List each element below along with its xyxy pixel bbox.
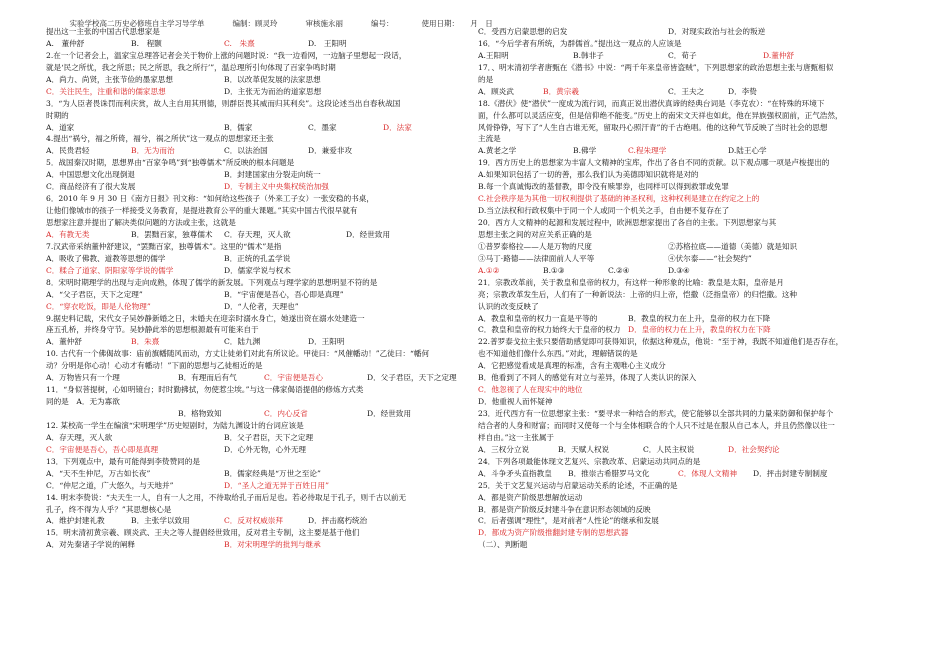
answer-option: B．有理而后有气 (178, 373, 237, 383)
answer-option: B．封建国家由分裂走向统一 (224, 170, 321, 180)
answer-option: B．无为而治 (131, 146, 175, 156)
question-line: 25．关于文艺复兴运动与启蒙运动关系的论述，不正确的是 (478, 480, 678, 490)
question-line: 也不知道他们像什么东西。”对此，理解错误的是 (478, 349, 638, 359)
answer-option: C．王夫之 (668, 86, 705, 96)
answer-option: B．教皇的权力在上升，皇帝的权力在下降 (628, 313, 771, 323)
question-line: 20．西方人文精神的起源和发展过程中，欧洲思想家提出了各自的主张。下列思想家与其 (478, 218, 777, 227)
question-line (46, 38, 466, 50)
question-line: C.社会秩序是为其他一切权利提供了基础的神圣权利，这种权利是建立在约定之上的 (478, 194, 760, 204)
question-line: 17．、明末清初学者唐甄在《潜书》中说：“两千年来皇帝皆盗贼”，下列思想家的政治思想主张与唐甄相似 (478, 62, 834, 72)
answer-option: A．斗争矛头直指教皇 (478, 468, 552, 478)
answer-option: C．关注民生，注重和谐的儒家思想 (46, 86, 166, 96)
header-reviewer: 审核施永丽 (305, 19, 344, 28)
answer-option: D．专制主义中央集权统治加强 (224, 182, 329, 192)
answer-option: C．人民主权说 (643, 444, 695, 454)
right-column (478, 26, 933, 551)
answer-option: A．有教无类 (46, 229, 90, 239)
answer-option: A．吸收了佛教、道教等思想的儒学 (46, 253, 166, 263)
question-line: 时期的 (46, 110, 69, 120)
question-line (46, 253, 466, 265)
answer-option: D．法家 (383, 122, 412, 132)
header-author: 编制：顾灵玲 (232, 19, 278, 28)
answer-option: ①普罗泰格拉——人是万物的尺度 (478, 241, 592, 251)
question-line: （二）、判断题 (478, 540, 528, 550)
answer-option: B．儒家 (224, 122, 253, 132)
question-line: D.当立法权和行政权集中于同一个人或同一个机关之手，自由便不复存在了 (478, 206, 730, 216)
answer-option: C．宇宙便是吾心，吾心即是真理 (46, 444, 159, 454)
answer-option: A. 董仲舒 (46, 38, 85, 48)
answer-option: ④伏尔泰——“社会契约” (668, 253, 752, 263)
answer-option: C．以法治国 (224, 146, 268, 156)
answer-option: D.③④ (668, 265, 690, 275)
answer-option: C．“穿衣吃饭，即是人伦物理” (46, 301, 151, 311)
question-line (478, 145, 933, 157)
question-line: 6．2010 年 9 月 30 日《南方日报》刊文称：“如何给这些孩子（外来工子女）一张安稳的书桌， (46, 194, 374, 204)
question-line: 提出这一主张的中国古代思想家是 (46, 27, 160, 36)
question-line (478, 241, 933, 253)
question-line (478, 468, 933, 480)
answer-option: A.王阳明 (478, 50, 509, 60)
question-line (46, 539, 466, 551)
question-line: B．他看到了不同人的感觉有对立与差异，体现了人类认识的深入 (478, 373, 697, 383)
answer-option: D．经世致用 (367, 409, 412, 418)
answer-option: B.佛学 (573, 146, 597, 156)
question-line: 13．下列观点中，最有可能得到李贽赞同的是 (46, 456, 200, 466)
left-column (46, 26, 466, 551)
question-line: 5．战国秦汉时期，思想界由“百家争鸣”到“独尊儒术”所反映的根本问题是 (46, 158, 295, 168)
question-line (46, 444, 466, 456)
answer-option: C．反对权威崇拜 (224, 516, 283, 526)
question-line (478, 444, 933, 456)
answer-option: A．董仲舒 (46, 337, 82, 347)
answer-option: D．抨击腐朽统治 (308, 516, 368, 526)
answer-option: C．墨家 (308, 122, 337, 132)
answer-option: C. 朱熹 (224, 38, 255, 48)
question-line: 10. 古代有一个佛偈故事：庙前旗幡随风而动，方丈让徒弟们对此有所议论。甲徒曰：“风催幡动！”乙徒曰：“幡何 (46, 349, 430, 359)
answer-option: C.程朱理学 (628, 146, 667, 156)
answer-option: A．“天不生仲尼，万古如长夜” (46, 468, 151, 478)
answer-option: B．罢黜百家，独尊儒术 (131, 229, 213, 239)
question-line: 3．“为人臣者畏诛罚而利庆赏，故人主自用其刑德，则群臣畏其威而归其利矣”。这段论述当出自春秋战国 (46, 98, 401, 108)
question-line (46, 336, 466, 348)
answer-option: A．顾炎武 (478, 86, 514, 96)
answer-option: D.董仲舒 (763, 50, 795, 60)
question-line: 动？分明是你心动！心动才有幡动！”下面的思想与乙徒相近的是 (46, 361, 263, 371)
question-line: 19．西方历史上的思想家为丰富人文精神的宝库，作出了各自不同的贡献。以下观点哪一项是卢梭提出的 (478, 158, 830, 168)
question-line: A．它把感觉看成是真理的标准，含有主观唯心主义成分 (478, 361, 666, 371)
answer-option: C．宇宙便是吾心 (264, 373, 323, 383)
answer-option: B．对宋明理学的批判与继承 (224, 540, 321, 550)
answer-option: B．朱熹 (131, 337, 160, 347)
question-line: D．都成为资产阶级推翻封建专制的思想武器 (478, 528, 629, 538)
question-line: 主流是 (478, 134, 501, 144)
answer-option: ③马丁·路德——法律面前人人平等 (478, 253, 595, 263)
question-line: 面，什么都可以灵活应变，但是信仰绝不能变。”历史上的南宋文天祥也如此，他在异族强权面前，正气浩然， (478, 110, 843, 120)
answer-option: D．儒家学说与权术 (224, 265, 291, 275)
answer-option: D．皇帝的权力在上升，教皇的权力在下降 (628, 325, 771, 335)
question-line (46, 122, 466, 134)
question-line (46, 468, 466, 480)
question-line: 让他们像城市的孩子一样接受义务教育，是提进教育公平的重大课题。”其实中国古代很早就有 (46, 206, 358, 216)
question-line: 思想主张之间的对应关系正确的是 (478, 229, 592, 239)
question-line: 样自由。”这一主张属于 (478, 432, 555, 442)
question-line: 思想家注意并提出了解决类似问题的方法或主张，这就是 (46, 218, 236, 227)
answer-option: D．抨击封建专制制度 (753, 468, 828, 478)
answer-option: D.陆王心学 (728, 146, 767, 156)
question-line: D．他重视人而怀疑神 (478, 397, 553, 407)
answer-option: C.②④ (608, 265, 630, 275)
answer-option: B．推崇古希腊罗马文化 (568, 468, 650, 478)
answer-option: A.①② (478, 265, 500, 275)
answer-option: A．三权分立说 (478, 444, 530, 454)
question-line: 16．“今后学者有所统，为群儒首。”提出这一观点的人应该是 (478, 38, 682, 48)
answer-option: C．内心反省 (264, 409, 308, 418)
question-line (46, 74, 466, 86)
answer-option: A．中国思想文化出现倒退 (46, 170, 136, 180)
answer-option: D．李贽 (728, 86, 757, 96)
question-line: C．他忽视了人在现实中的地位 (478, 385, 583, 395)
answer-option: D．社会契约论 (728, 444, 780, 454)
question-line (46, 229, 466, 241)
answer-option: A.黄老之学 (478, 146, 517, 156)
question-line (46, 265, 466, 277)
answer-option: A．道家 (46, 122, 75, 132)
question-line: 就是‘民之所忧，我之所思；民之所思，我之所行’”，温总理所引句体现了百家争鸣时期 (46, 62, 336, 72)
question-line (478, 324, 933, 336)
answer-option: D．主张无为而治的道家思想 (224, 86, 322, 96)
question-line: 同的是 A．无为寡欲 (46, 397, 120, 407)
answer-option: C．存天理，灭人欲 (224, 229, 291, 239)
answer-option: C．受西方启蒙思想的启发 (478, 27, 568, 36)
question-line: 22.普罗泰戈拉主张只要借助感觉即可获得知识，依据这种观点，他说：“至于神，我既不知道他们是否存在， (478, 337, 844, 347)
question-line (478, 26, 933, 38)
answer-option: D．心外无物，心外无理 (224, 444, 307, 454)
answer-option: B．“宇宙便是吾心，吾心即是真理” (224, 289, 344, 299)
question-line: 结合者的人身和财富；而同时又使每一个与全体相联合的个人只不过是在服从自己本人，并且仍然像以往一 (478, 420, 835, 430)
question-line: 的是 (478, 74, 494, 84)
question-line (46, 86, 466, 98)
answer-option: D．经世致用 (346, 229, 391, 239)
answer-option: C．“仲尼之道，广大悠久，与天地并” (46, 480, 174, 490)
answer-option: C．教皇和皇帝的权力始终大于皇帝的权力 (478, 325, 621, 335)
question-line: 孔子，终不得为人乎？”其思想核心是 (46, 504, 172, 514)
question-line: 23．近代西方有一位思想家主张：“要寻求一种结合的形式，使它能够以全部共同的力量来防御和保护每个 (478, 409, 834, 418)
question-line: 14. 明末李贽说：“夫天生一人，自有一人之用，不待取给孔子而后足也。若必待取足于孔子，则千古以前无 (46, 492, 407, 502)
answer-option: B．父子君臣，天下之定理 (224, 432, 314, 442)
question-line: 亮；宗教改革发生后，人们有了一种新说法：上帝的归上帝，恺撒（泛指皇帝）的归恺撒。这种 (478, 289, 797, 299)
question-line (46, 408, 466, 420)
answer-option: C．体现人文精神 (678, 468, 737, 478)
question-line: 2.在一个记者会上，温家宝总理答记者会关于物价上涨的问题时说：“我一边看网，一边脑子里想起一段话， (46, 50, 407, 60)
question-line (478, 253, 933, 265)
question-line: 4.提出“祸兮，福之所倚，福兮，祸之所伏”这一观点的思想家还主张 (46, 134, 274, 144)
answer-option: B．儒家经典是“万世之至论” (224, 468, 321, 478)
answer-option: A．万物皆只有一个理 (46, 373, 120, 383)
question-line (478, 265, 933, 277)
question-line: A.如果知识包括了一切的善，那么我们认为美德即知识就将是对的 (478, 170, 699, 180)
answer-option: B．黄宗羲 (543, 86, 579, 96)
question-line: A．都是资产阶级思想解放运动 (478, 492, 583, 502)
question-line (46, 515, 466, 527)
question-line: 风骨铮铮，写下了“人生自古谁无死，留取丹心照汗青”的千古绝唱。他的这种气节反映了当时社会的思想 (478, 122, 828, 132)
answer-option: A．存天理，灭人欲 (46, 432, 113, 442)
answer-option: D．“人伦者，天理也” (224, 301, 299, 311)
question-line: 18.《潜伏》使“潜伏”一度成为流行词，而真正说出潜伏真谛的经典台词是（李克农）：“在特殊的环境下 (478, 98, 825, 108)
answer-option: C．糅合了道家、阴阳家等学说的儒学 (46, 265, 174, 275)
question-line: 12. 某校高一学生在编演“宋明理学”历史短剧时，为陆九渊设计的台词应该是 (46, 420, 304, 430)
question-line: 11．“身似菩提树，心如明镜台；时时勤拂拭，勿使惹尘埃。”与这一佛家偈语提倡的修炼方式类 (46, 385, 364, 395)
question-line (46, 169, 466, 181)
answer-option: D．王阳明 (308, 337, 345, 347)
answer-option: B.①③ (543, 265, 565, 275)
answer-option: B．主张学以致用 (131, 516, 190, 526)
answer-option: A．维护封建礼教 (46, 516, 105, 526)
question-line (46, 301, 466, 313)
question-line (46, 289, 466, 301)
answer-option: D．兼爱非攻 (308, 146, 353, 156)
answer-option: A．对先秦诸子学说的阐释 (46, 540, 136, 550)
header-title: 实验学校高二历史必修班自主学习导学单 (69, 19, 205, 28)
question-line (478, 86, 933, 98)
question-line (478, 50, 933, 62)
answer-option: B. 程颢 (131, 38, 162, 48)
question-line: 15．明末清初黄宗羲、顾炎武、王夫之等人提倡经世致用，反对君主专制，这主要是基于他们 (46, 528, 360, 538)
question-line (478, 313, 933, 325)
answer-option: B．以改革促发展的法家思想 (224, 74, 321, 84)
question-line: 24．下列各项最能体现文艺复兴、宗教改革、启蒙运动共同点的是 (478, 456, 701, 466)
answer-option: C．荀子 (668, 50, 697, 60)
answer-option: B．天赋人权说 (558, 444, 610, 454)
header-date: 使用日期： 月 日 (421, 19, 493, 28)
question-line (46, 372, 466, 384)
header-number: 编号： (371, 19, 394, 28)
answer-option: D. 王阳明 (308, 38, 347, 48)
question-line: 9.据史料记载，宋代女子吴妙静新婚之日，未婚夫在迎亲时溺水身亡，她遂出资在溺水处建造一 (46, 313, 365, 323)
question-line (46, 480, 466, 492)
question-line: 8．宋明时期理学的出现与走向成熟，体现了儒学的新发展。下列观点与理学家的思想明显不符的是 (46, 277, 378, 287)
question-line: 座五孔桥，并终身守节。吴妙静此举的思想根源最有可能来自于 (46, 325, 259, 335)
answer-option: ②苏格拉底——道德（美德）就是知识 (668, 241, 798, 251)
question-line: B．都是资产阶级反封建斗争在意识形态领域的反映 (478, 504, 651, 514)
question-line: B.每一个真诚悔改的基督教，即令没有赎罪券，也同样可以得到救罪或免罪 (478, 182, 729, 192)
answer-option: D．父子君臣，天下之定理 (367, 373, 457, 383)
question-line: C．后者强调“理性”，是对前者“人性论”的继承和发展 (478, 516, 659, 526)
answer-option: A．“父子君臣，天下之定理” (46, 289, 143, 299)
answer-option: A．尚力、尚贤，主张节俭的墨家思想 (46, 74, 173, 84)
answer-option: C．陆九渊 (224, 337, 261, 347)
answer-option: D．“圣人之道无异于百姓日用” (224, 480, 329, 490)
answer-option: B．正统的孔孟学说 (224, 253, 291, 263)
question-line: 认识的改变反映了 (478, 301, 539, 311)
answer-option: D．对现实政治与社会的叛逆 (668, 27, 766, 36)
answer-option: B.韩非子 (573, 50, 604, 60)
answer-option: C．商品经济有了很大发展 (46, 182, 136, 192)
answer-option: A．教皇和皇帝的权力一直是平等的 (478, 313, 598, 323)
answer-option: A．民贵君轻 (46, 146, 90, 156)
question-line: 7.汉武帝采纳董仲舒建议，“罢黜百家，独尊儒术”。这里的“儒术”是指 (46, 241, 282, 251)
question-line (46, 145, 466, 157)
answer-option: B．格物致知 (178, 409, 222, 418)
question-line: 21．宗教改革前，关于教皇和皇帝的权力，有这样一种形象的比喻：教皇是太阳，皇帝是月 (478, 277, 784, 287)
question-line (46, 181, 466, 193)
question-line (46, 432, 466, 444)
